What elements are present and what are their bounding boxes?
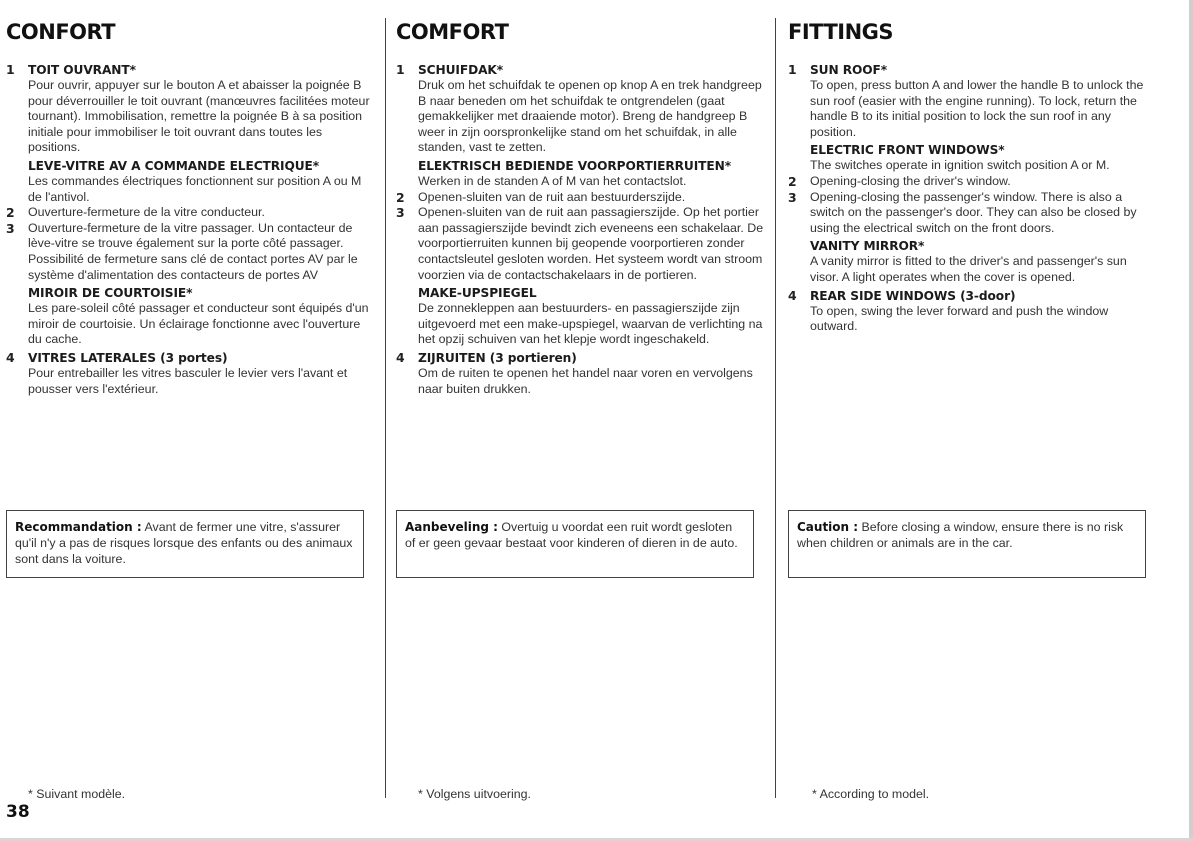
item-text: Ouverture-fermeture de la vitre conducteur. [28,205,265,220]
list-item [6,350,376,397]
item-text: Om de ruiten te openen het handel naar voren en vervolgens naar buiten drukken. [418,365,753,396]
item-number: 4 [6,349,15,365]
item-title: MIROIR DE COURTOISIE* [28,286,193,301]
scan-edge [1189,0,1193,841]
recommendation-box [396,510,754,578]
item-title: ZIJRUITEN (3 portieren) [418,350,577,365]
item-number: 1 [6,62,15,77]
footnote: * Volgens uitvoering. [418,787,531,801]
item-text: De zonnekleppen aan bestuurders- en passagierszijde zijn uitgevoerd met een make-upspiegel, waarvan de verlichting na het opzij schuiven van het klepje wordt ingeschakeld. [418,301,763,347]
item-number: 1 [396,62,405,77]
item-number: 2 [788,173,797,189]
item-number: 3 [788,189,797,205]
item-number: 4 [396,349,405,365]
section-heading: FITTINGS [788,20,894,44]
section-heading: CONFORT [6,20,116,44]
item-text: To open, swing the lever forward and push the window outward. [810,303,1109,334]
item-title: VANITY MIRROR* [810,239,925,254]
list-item [396,62,766,156]
list-item [788,62,1158,140]
list-item [6,285,376,348]
list-item [788,238,1158,285]
notice-text: Overtuig u voordat een ruit wordt gesloten of er geen gevaar bestaat voor kinderen of dieren in de auto. [405,520,738,550]
column-french [6,0,376,820]
column-divider [385,18,386,798]
list-item [788,174,1158,190]
item-title: ELEKTRISCH BEDIENDE VOORPORTIERRUITEN* [418,158,731,173]
item-text: Pour entrebailler les vitres basculer le levier vers l'avant et pousser vers l'extérieur. [28,365,348,396]
list-item [788,142,1158,174]
item-text: Opening-closing the driver's window. [810,173,1011,188]
item-text: Druk om het schuifdak te openen op knop A en trek handgreep B naar beneden om het schuifdak te ontgrendelen (gaat gemakkelijker met draaiende motor). Breng de handgreep B weer in zijn oorspronkelijke stand om het schuifdak, in alle standen, vast te zetten. [418,78,762,155]
item-text: Ouverture-fermeture de la vitre passager. Un contacteur de lève-vitre se trouve également sur la porte côté passager. Possibilité de fermeture sans clé de contact portes AV par le système d'alimentation des contacteurs de portes AV [28,220,358,282]
item-title: LEVE-VITRE AV A COMMANDE ELECTRIQUE* [28,158,320,173]
section-heading: COMFORT [396,20,509,44]
list-item [396,205,766,283]
item-number: 1 [788,62,797,77]
list-item [396,158,766,190]
notice-label: Aanbeveling : [405,520,498,534]
item-number: 2 [6,205,15,221]
caution-box [788,510,1146,578]
item-text: Les pare-soleil côté passager et conducteur sont équipés d'un miroir de courtoisie. Un éclairage fonctionne avec l'ouverture du cache. [28,301,369,347]
section-body [6,62,376,397]
item-title: SCHUIFDAK* [418,63,504,77]
column-dutch [396,0,766,820]
list-item [396,190,766,206]
item-text: Les commandes électriques fonctionnent sur position A ou M de l'antivol. [28,173,362,204]
list-item [6,205,376,221]
list-item [6,62,376,156]
column-divider [775,18,776,798]
item-number: 2 [396,189,405,205]
item-title: MAKE-UPSPIEGEL [418,286,537,301]
item-text: To open, press button A and lower the handle B to unlock the sun roof (easier with the engine running). To lock, return the handle B to its initial position to lock the sun roof in any position. [810,78,1144,139]
list-item [788,288,1158,335]
notice-label: Recommandation : [15,520,142,534]
item-text: The switches operate in ignition switch position A or M. [810,158,1110,173]
item-text: Werken in de standen A of M van het contactslot. [418,173,687,188]
notice-label: Caution : [797,520,859,534]
footnote: * Suivant modèle. [28,787,126,801]
notice-text: Avant de fermer une vitre, s'assurer qu'il n'y a pas de risques lorsque des enfants ou des animaux sont dans la voiture. [15,520,353,566]
page-number: 38 [6,802,30,822]
column-english [788,0,1158,820]
item-number: 3 [396,205,405,221]
list-item [6,158,376,205]
item-title: VITRES LATERALES (3 portes) [28,350,228,365]
item-text: Openen-sluiten van de ruit aan passagierszijde. Op het portier aan passagierszijde bevindt zich eveneens een schakelaar. De voorportierruiten kunnen bij geopende voorportieren zonder contactsleutel gesloten worden. Het systeem wordt van stroom voorzien via de contactschakelaars in de portieren. [418,205,764,282]
item-title: TOIT OUVRANT* [28,63,136,77]
item-text: A vanity mirror is fitted to the driver's and passenger's sun visor. A light operates when the cover is opened. [810,254,1127,284]
item-title: SUN ROOF* [810,63,888,77]
recommendation-box [6,510,364,578]
section-body [396,62,766,397]
item-number: 4 [788,287,797,303]
notice-text: Before closing a window, ensure there is no risk when children or animals are in the car. [797,520,1124,550]
section-body [788,62,1158,335]
item-text: Pour ouvrir, appuyer sur le bouton A et abaisser la poignée B pour déverrouiller le toit ouvrant (manœuvres facilitées moteur tournant). Immobilisation, remettre la poignée B à sa position initiale pour immobiliser le toit ouvrant dans toutes les positions. [28,78,370,155]
item-title: ELECTRIC FRONT WINDOWS* [810,143,1005,158]
item-number: 3 [6,220,15,236]
list-item [396,350,766,397]
list-item [6,221,376,283]
list-item [396,285,766,348]
footnote: * According to model. [812,787,930,801]
item-text: Opening-closing the passenger's window. There is also a switch on the passenger's door. They can also be closed by using the electrical switch on the front doors. [810,189,1137,235]
item-title: REAR SIDE WINDOWS (3-door) [810,288,1016,303]
item-text: Openen-sluiten van de ruit aan bestuurderszijde. [418,189,686,204]
list-item [788,190,1158,237]
